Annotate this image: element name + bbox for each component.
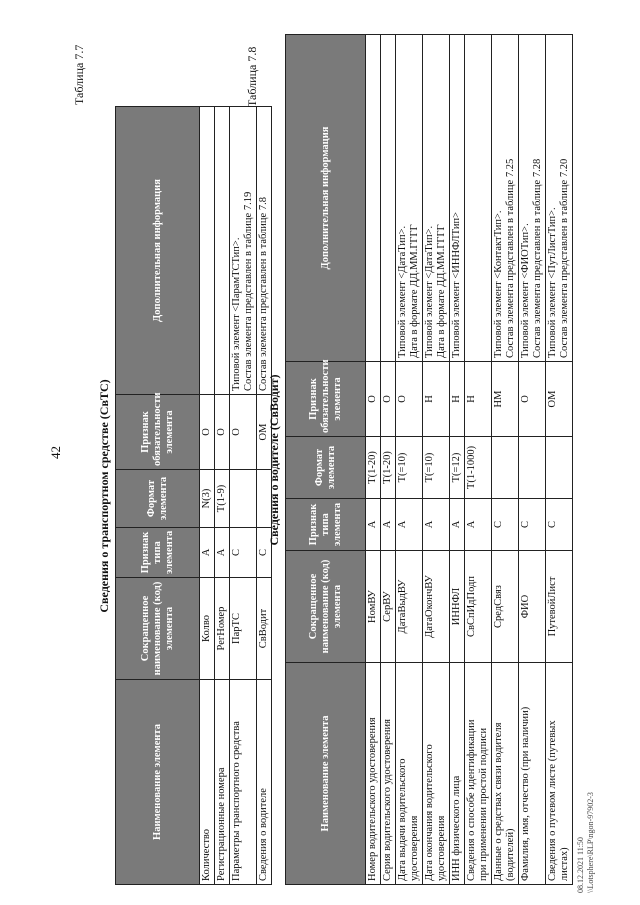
cell-type: А [366, 499, 381, 551]
info-line-2: Состав элемента представлен в таблице 7.20 [559, 158, 570, 358]
cell-code: ФИО [519, 551, 546, 663]
cell-name: Номер водительского удостоверения [366, 663, 381, 885]
cell-info [492, 35, 519, 362]
cell-code: СвВодит [257, 578, 272, 680]
header-required: Признак обязательности элемента [286, 362, 366, 437]
info-line-2: Состав элемента представлен в таблице 7.25 [505, 158, 516, 358]
cell-required: ОМ [546, 362, 573, 437]
cell-name: Серия водительского удостоверения [381, 663, 396, 885]
footer-timestamp: 08.12.2021 11:50 [576, 837, 585, 893]
cell-required: О [230, 395, 257, 470]
table-7-8 [285, 34, 573, 885]
name-line-2: (водителей) [505, 828, 516, 881]
cell-name: ИНН физического лица [450, 663, 465, 885]
header-info: Дополнительная информация [286, 35, 366, 362]
info-line-2: Дата в формате ДД.ММ.ГГГГ [409, 224, 420, 358]
cell-type: С [230, 528, 257, 578]
table-row [200, 107, 215, 885]
cell-name: Регистрационные номера [215, 680, 230, 885]
cell-code: НомВУ [366, 551, 381, 663]
cell-required: Н [450, 362, 465, 437]
info-line-1: Типовой элемент <ПарамТСТип>. [231, 237, 242, 391]
cell-code: СерВУ [381, 551, 396, 663]
name-line-1: Дата выдачи водительского [397, 758, 408, 881]
cell-required: О [381, 362, 396, 437]
table-row [396, 35, 423, 885]
cell-required: О [519, 362, 546, 437]
cell-format: T(1-20) [366, 437, 381, 499]
cell-required: О [366, 362, 381, 437]
cell-type: А [381, 499, 396, 551]
cell-info [465, 35, 492, 362]
cell-format [492, 437, 519, 499]
header-format: Формат элемента [286, 437, 366, 499]
name-line-2: листах) [559, 847, 570, 881]
header-type: Признак типа элемента [116, 528, 200, 578]
cell-required: Н [465, 362, 492, 437]
cell-format: N(3) [200, 470, 215, 528]
cell-format: T(1-9) [215, 470, 230, 528]
table-7-7 [115, 106, 272, 885]
table-row [366, 35, 381, 885]
cell-type: А [450, 499, 465, 551]
cell-required: О [396, 362, 423, 437]
cell-info [200, 107, 215, 395]
cell-name [546, 663, 573, 885]
cell-info [215, 107, 230, 395]
header-code: Сокращенное наименование (код) элемента [286, 551, 366, 663]
cell-type: С [257, 528, 272, 578]
cell-format: T(=10) [396, 437, 423, 499]
cell-format: T(=10) [423, 437, 450, 499]
cell-code: СвСпИдПодп [465, 551, 492, 663]
table-row [381, 35, 396, 885]
print-footer [576, 792, 596, 893]
name-line-1: Сведения о путевом листе (путевых [547, 720, 558, 881]
cell-info [423, 35, 450, 362]
name-line-1: Сведения о способе идентификации [466, 719, 477, 881]
cell-type: С [546, 499, 573, 551]
table-header-row [116, 107, 200, 885]
cell-required: ОМ [257, 395, 272, 470]
cell-name: Параметры транспортного средства [230, 680, 257, 885]
header-code: Сокращенное наименование (код) элемента [116, 578, 200, 680]
cell-format [519, 437, 546, 499]
cell-required: О [215, 395, 230, 470]
cell-name: Количество [200, 680, 215, 885]
cell-name: Фамилия, имя, отчество (при наличии) [519, 663, 546, 885]
header-format: Формат элемента [116, 470, 200, 528]
cell-name [396, 663, 423, 885]
cell-code: РегНомер [215, 578, 230, 680]
cell-type: С [492, 499, 519, 551]
cell-code: ПутевойЛист [546, 551, 573, 663]
table-row [215, 107, 230, 885]
cell-type: А [423, 499, 450, 551]
info-line-2: Дата в формате ДД.ММ.ГГГГ [436, 224, 447, 358]
info-line-1: Типовой элемент <ПутЛистТип>. [547, 207, 558, 358]
page-number: 42 [48, 446, 63, 459]
info-line-1: Типовой элемент <ДатаТип>. [397, 225, 408, 358]
cell-code: ИННФЛ [450, 551, 465, 663]
cell-type: А [396, 499, 423, 551]
name-line-2: при применении простой подписи [478, 727, 489, 881]
name-line-2: удостоверения [409, 815, 420, 881]
cell-code: Колво [200, 578, 215, 680]
cell-name [492, 663, 519, 885]
header-type: Признак типа элемента [286, 499, 366, 551]
cell-info [546, 35, 573, 362]
cell-info [519, 35, 546, 362]
table-row [230, 107, 257, 885]
cell-info [396, 35, 423, 362]
cell-format: T(1-1000) [465, 437, 492, 499]
info-line-2: Состав элемента представлен в таблице 7.19 [243, 191, 254, 391]
cell-code: ДатаОкончВУ [423, 551, 450, 663]
cell-type: А [215, 528, 230, 578]
cell-info [381, 35, 396, 362]
table-7-7-title: Сведения о транспортном средстве (СвТС) [97, 379, 111, 613]
name-line-2: удостоверения [436, 815, 447, 881]
header-info: Дополнительная информация [116, 107, 200, 395]
cell-code: СредСвяз [492, 551, 519, 663]
table-row [546, 35, 573, 885]
footer-path: \\Lotsphere\RLP\ngon-97902-3 [586, 792, 595, 893]
table-row [492, 35, 519, 885]
table-header-row [286, 35, 366, 885]
cell-info: Состав элемента представлен в таблице 7.8 [257, 107, 272, 395]
cell-type: А [465, 499, 492, 551]
header-name: Наименование элемента [116, 680, 200, 885]
table-7-8-title: Сведения о водителе (СвВодит) [267, 374, 281, 546]
cell-type: А [200, 528, 215, 578]
cell-info: Типовой элемент <ИННФЛТип> [450, 35, 465, 362]
cell-format: T(1-20) [381, 437, 396, 499]
cell-required: НМ [492, 362, 519, 437]
cell-info [366, 35, 381, 362]
cell-code: ДатаВыдВУ [396, 551, 423, 663]
table-row [465, 35, 492, 885]
cell-format [546, 437, 573, 499]
table-row [423, 35, 450, 885]
cell-name [423, 663, 450, 885]
cell-name: Сведения о водителе [257, 680, 272, 885]
cell-code: ПарТС [230, 578, 257, 680]
info-line-2: Состав элемента представлен в таблице 7.28 [532, 158, 543, 358]
header-name: Наименование элемента [286, 663, 366, 885]
cell-format [230, 470, 257, 528]
table-row [450, 35, 465, 885]
table-7-7-label: Таблица 7.7 [72, 44, 86, 105]
cell-required: О [200, 395, 215, 470]
cell-required: Н [423, 362, 450, 437]
cell-format: T(=12) [450, 437, 465, 499]
table-row [519, 35, 546, 885]
name-line-1: Дата окончания водительского [424, 744, 435, 881]
table-7-8-label: Таблица 7.8 [245, 46, 259, 107]
info-line-1: Типовой элемент <ДатаТип>. [424, 225, 435, 358]
name-line-1: Данные о средствах связи водителя [493, 722, 504, 881]
info-line-1: Типовой элемент <КонтактТип>. [493, 210, 504, 358]
cell-info [230, 107, 257, 395]
info-line-1: Типовой элемент <ФИОТип>. [520, 223, 531, 358]
cell-name [465, 663, 492, 885]
cell-type: С [519, 499, 546, 551]
header-required: Признак обязательности элемента [116, 395, 200, 470]
